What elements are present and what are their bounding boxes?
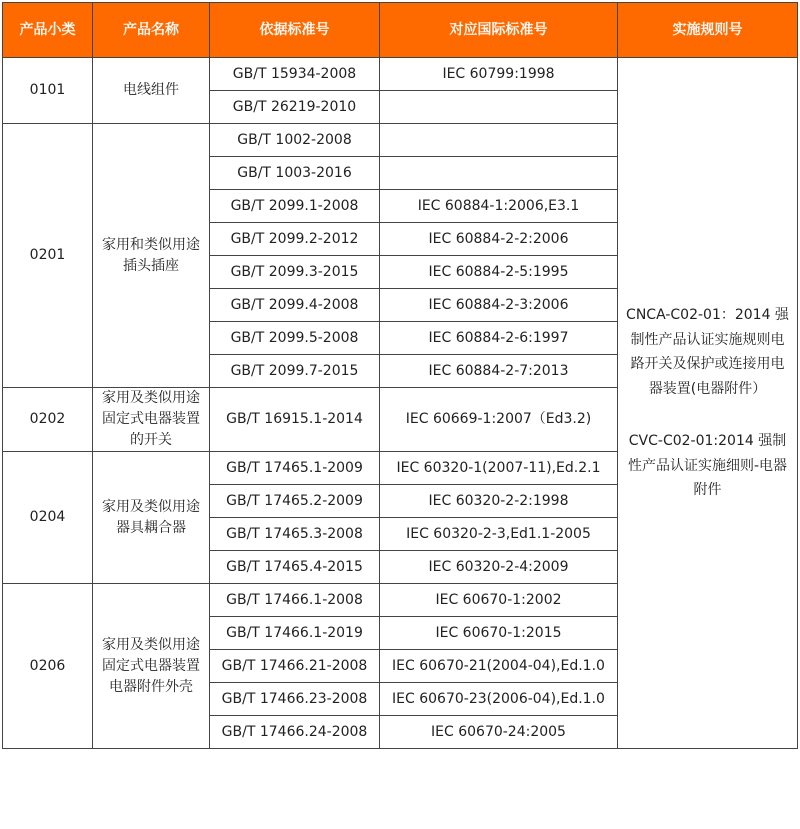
intl-standard-cell: IEC 60670-24:2005	[380, 716, 618, 749]
basis-standard-cell: GB/T 17465.2-2009	[210, 485, 380, 518]
product-name-cell: 家用及类似用途固定式电器装置的开关	[93, 388, 210, 452]
product-name-cell: 电线组件	[93, 58, 210, 124]
intl-standard-cell	[380, 124, 618, 157]
header-intl-standard: 对应国际标准号	[380, 3, 618, 58]
basis-standard-cell: GB/T 17466.21-2008	[210, 650, 380, 683]
basis-standard-cell: GB/T 17465.4-2015	[210, 551, 380, 584]
header-subclass: 产品小类	[3, 3, 93, 58]
standards-table	[2, 2, 798, 749]
basis-standard-cell: GB/T 2099.3-2015	[210, 256, 380, 289]
intl-standard-cell: IEC 60669-1:2007（Ed3.2)	[380, 388, 618, 452]
header-product-name: 产品名称	[93, 3, 210, 58]
intl-standard-cell: IEC 60884-2-2:2006	[380, 223, 618, 256]
product-name-cell: 家用及类似用途器具耦合器	[93, 452, 210, 584]
product-name-cell: 家用和类似用途插头插座	[93, 124, 210, 388]
intl-standard-cell: IEC 60884-1:2006,E3.1	[380, 190, 618, 223]
basis-standard-cell: GB/T 15934-2008	[210, 58, 380, 91]
basis-standard-cell: GB/T 17466.1-2019	[210, 617, 380, 650]
rule-number-cell	[618, 58, 798, 749]
product-subclass-cell: 0202	[3, 388, 93, 452]
basis-standard-cell: GB/T 17466.24-2008	[210, 716, 380, 749]
intl-standard-cell	[380, 91, 618, 124]
basis-standard-cell: GB/T 26219-2010	[210, 91, 380, 124]
intl-standard-cell: IEC 60320-1(2007-11),Ed.2.1	[380, 452, 618, 485]
header-basis-standard: 依据标准号	[210, 3, 380, 58]
product-subclass-cell: 0101	[3, 58, 93, 124]
intl-standard-cell: IEC 60884-2-6:1997	[380, 322, 618, 355]
rule-cvc-text: CVC-C02-01:2014 强制性产品认证实施细则-电器附件	[627, 433, 788, 499]
intl-standard-cell	[380, 157, 618, 190]
intl-standard-cell: IEC 60320-2-4:2009	[380, 551, 618, 584]
basis-standard-cell: GB/T 1002-2008	[210, 124, 380, 157]
basis-standard-cell: GB/T 17466.1-2008	[210, 584, 380, 617]
intl-standard-cell: IEC 60884-2-7:2013	[380, 355, 618, 388]
basis-standard-cell: GB/T 2099.7-2015	[210, 355, 380, 388]
intl-standard-cell: IEC 60320-2-3,Ed1.1-2005	[380, 518, 618, 551]
intl-standard-cell: IEC 60884-2-5:1995	[380, 256, 618, 289]
intl-standard-cell: IEC 60670-21(2004-04),Ed.1.0	[380, 650, 618, 683]
product-subclass-cell: 0201	[3, 124, 93, 388]
intl-standard-cell: IEC 60670-23(2006-04),Ed.1.0	[380, 683, 618, 716]
intl-standard-cell: IEC 60670-1:2015	[380, 617, 618, 650]
header-rule-number: 实施规则号	[618, 3, 798, 58]
rule-cnca-text: CNCA-C02-01：2014 强制性产品认证实施规则电路开关及保护或连接用电器装置(电器附件）	[626, 307, 789, 397]
basis-standard-cell: GB/T 16915.1-2014	[210, 388, 380, 452]
product-subclass-cell: 0204	[3, 452, 93, 584]
basis-standard-cell: GB/T 17466.23-2008	[210, 683, 380, 716]
basis-standard-cell: GB/T 2099.2-2012	[210, 223, 380, 256]
basis-standard-cell: GB/T 17465.3-2008	[210, 518, 380, 551]
intl-standard-cell: IEC 60320-2-2:1998	[380, 485, 618, 518]
intl-standard-cell: IEC 60799:1998	[380, 58, 618, 91]
basis-standard-cell: GB/T 2099.1-2008	[210, 190, 380, 223]
basis-standard-cell: GB/T 1003-2016	[210, 157, 380, 190]
basis-standard-cell: GB/T 2099.5-2008	[210, 322, 380, 355]
basis-standard-cell: GB/T 17465.1-2009	[210, 452, 380, 485]
basis-standard-cell: GB/T 2099.4-2008	[210, 289, 380, 322]
product-name-cell: 家用及类似用途固定式电器装置电器附件外壳	[93, 584, 210, 749]
intl-standard-cell: IEC 60670-1:2002	[380, 584, 618, 617]
product-subclass-cell: 0206	[3, 584, 93, 749]
header-row	[3, 3, 798, 58]
intl-standard-cell: IEC 60884-2-3:2006	[380, 289, 618, 322]
table-body	[3, 58, 798, 749]
table-row	[3, 58, 798, 91]
